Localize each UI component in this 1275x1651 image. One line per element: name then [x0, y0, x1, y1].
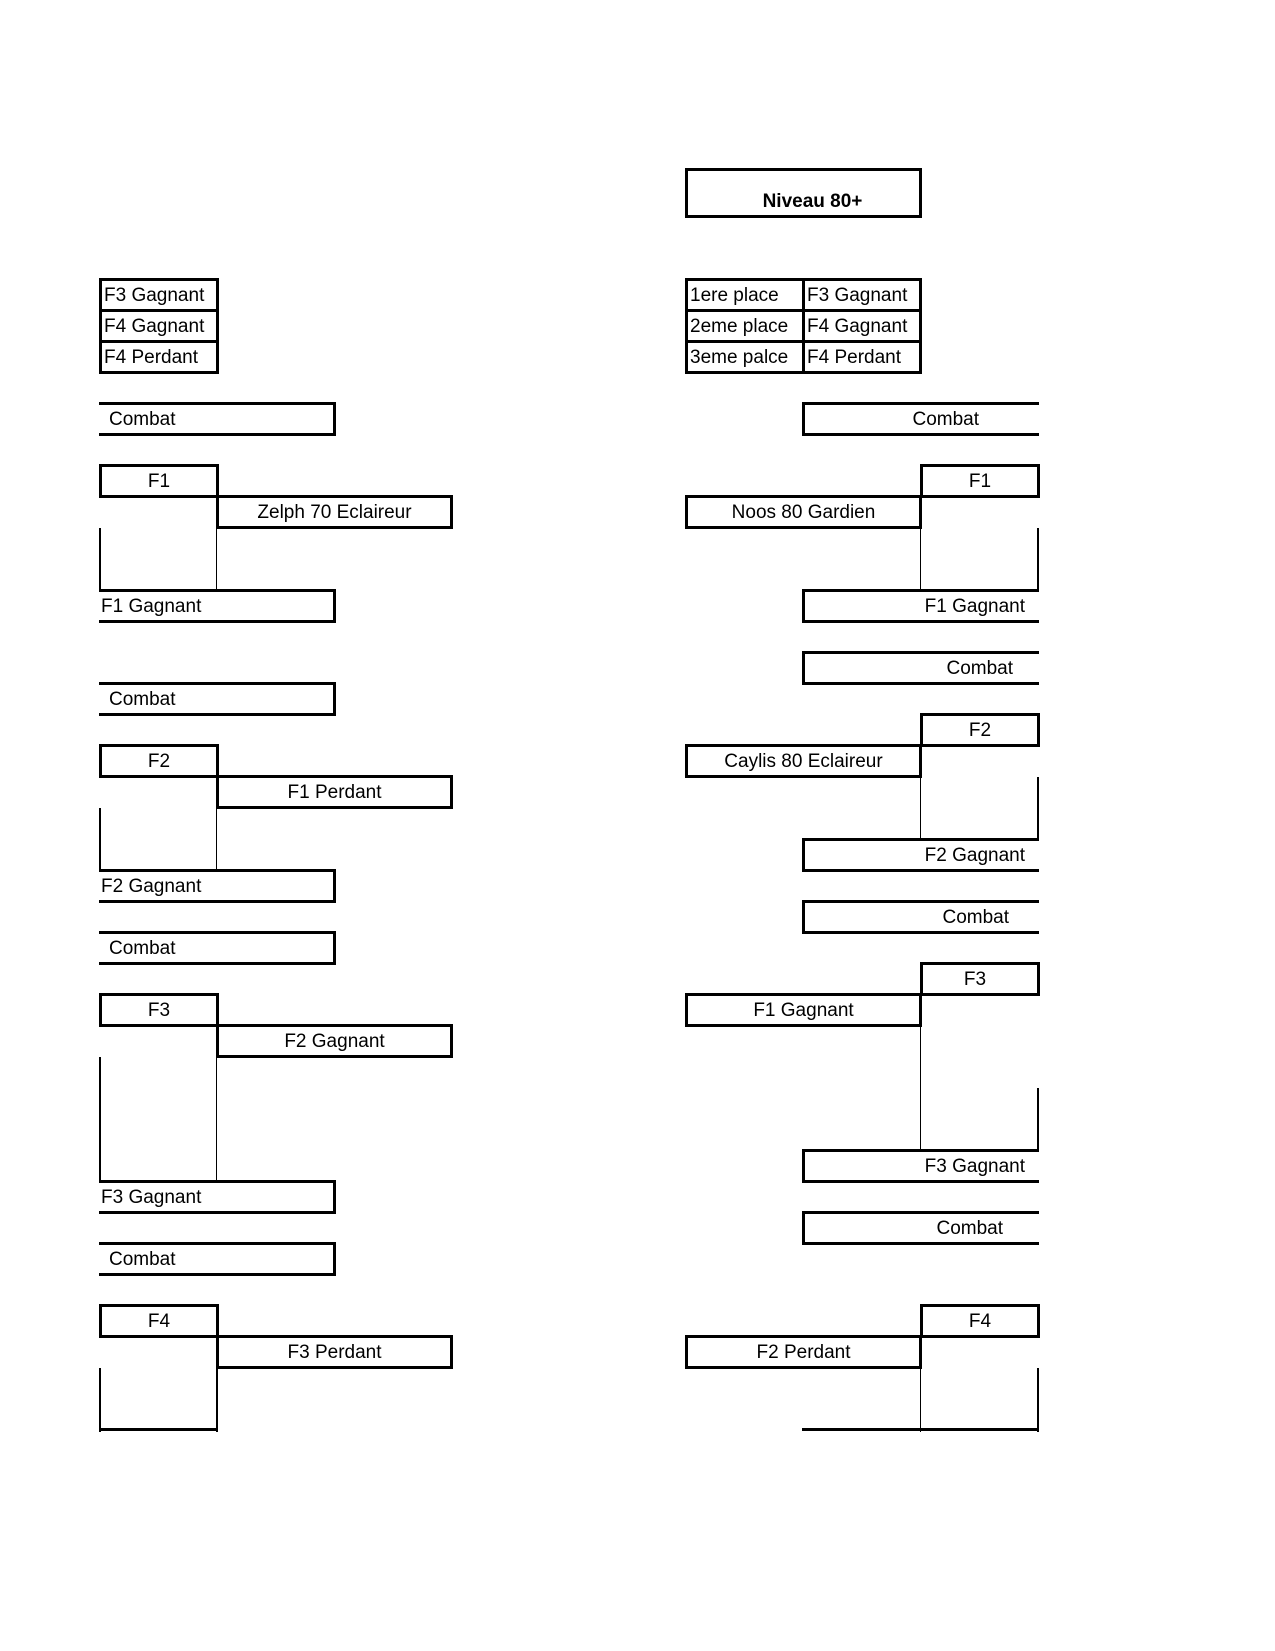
bracket-line: [1037, 528, 1039, 592]
legend-result: F4 Perdant: [802, 340, 922, 374]
fight-label: F4: [920, 1304, 1040, 1338]
legend-place: 2eme place: [685, 309, 805, 343]
legend-place: 3eme palce: [685, 340, 805, 374]
result-box: F3 Gagnant: [802, 1149, 1039, 1183]
result-box: F1 Gagnant: [802, 589, 1039, 623]
combat-label: Combat: [99, 682, 336, 716]
fight-label: F3: [920, 962, 1040, 996]
result-box: F2 Gagnant: [802, 838, 1039, 872]
bracket-line: [216, 528, 217, 592]
page-title: Niveau 80+: [685, 168, 922, 218]
combat-label: Combat: [802, 900, 1039, 934]
bracket-line: [99, 808, 101, 872]
fight-label: F1: [99, 464, 219, 498]
fight-label: F1: [920, 464, 1040, 498]
legend-left-row: F3 Gagnant: [99, 278, 219, 312]
opponent-box: Caylis 80 Eclaireur: [685, 744, 922, 778]
opponent-box: F2 Perdant: [685, 1335, 922, 1369]
combat-label: Combat: [99, 1242, 336, 1276]
legend-result: F3 Gagnant: [802, 278, 922, 312]
combat-label: Combat: [99, 931, 336, 965]
legend-left-row: F4 Gagnant: [99, 309, 219, 343]
bracket-line: [1037, 777, 1039, 841]
opponent-box: F1 Perdant: [216, 775, 453, 809]
bracket-line: [1037, 1368, 1039, 1432]
opponent-box: F2 Gagnant: [216, 1024, 453, 1058]
result-box: F1 Gagnant: [99, 589, 336, 623]
bracket-line: [920, 1026, 921, 1152]
bracket-line: [99, 1368, 101, 1432]
fight-label: F2: [920, 713, 1040, 747]
legend-result: F4 Gagnant: [802, 309, 922, 343]
bracket-line: [920, 528, 921, 592]
result-box: F3 Gagnant: [99, 1180, 336, 1214]
bracket-line: [99, 1428, 218, 1431]
legend-left-row: F4 Perdant: [99, 340, 219, 374]
bracket-line: [216, 808, 217, 872]
combat-label: Combat: [802, 1211, 1039, 1245]
opponent-box: Noos 80 Gardien: [685, 495, 922, 529]
bracket-line: [99, 1057, 101, 1183]
fight-label: F3: [99, 993, 219, 1027]
combat-label: Combat: [802, 651, 1039, 685]
bracket-line: [216, 1057, 217, 1183]
bracket-line: [216, 1368, 218, 1432]
result-box: F2 Gagnant: [99, 869, 336, 903]
legend-place: 1ere place: [685, 278, 805, 312]
fight-label: F4: [99, 1304, 219, 1338]
combat-label: Combat: [802, 402, 1039, 436]
opponent-box: F1 Gagnant: [685, 993, 922, 1027]
bracket-line: [920, 777, 921, 841]
opponent-box: F3 Perdant: [216, 1335, 453, 1369]
bracket-line: [802, 1428, 1039, 1431]
fight-label: F2: [99, 744, 219, 778]
opponent-box: Zelph 70 Eclaireur: [216, 495, 453, 529]
bracket-line: [99, 528, 101, 592]
bracket-line: [920, 1368, 921, 1432]
bracket-line: [1037, 1088, 1039, 1152]
combat-label: Combat: [99, 402, 336, 436]
